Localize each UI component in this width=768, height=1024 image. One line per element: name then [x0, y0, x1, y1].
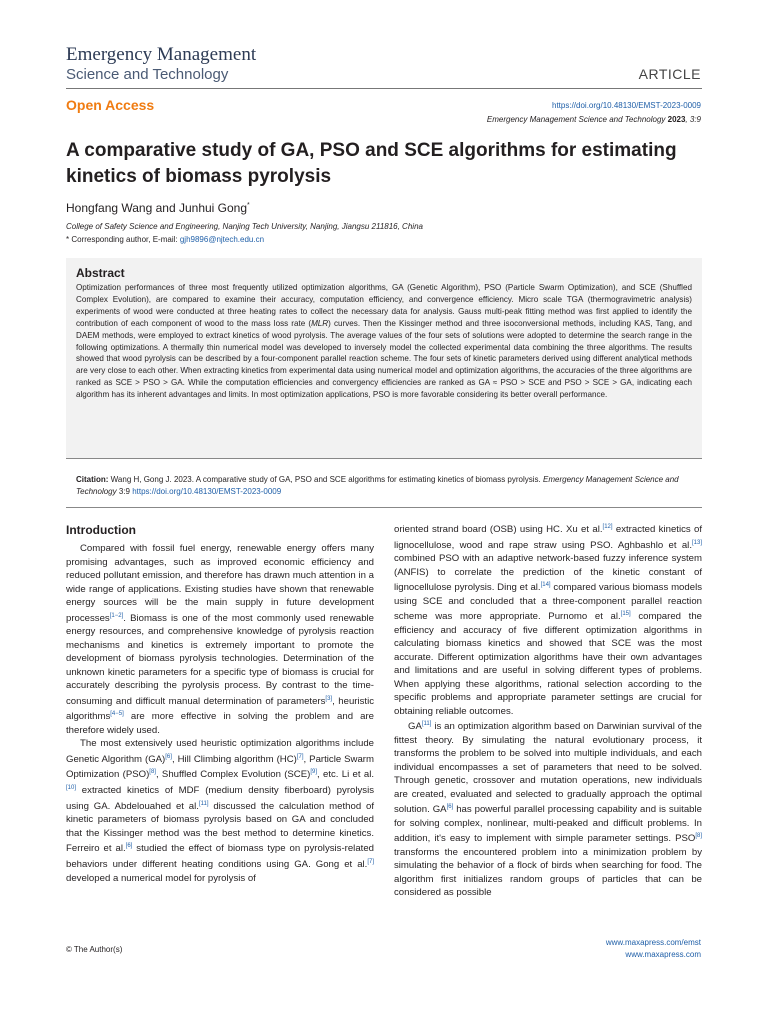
ref-link[interactable]: [13] [691, 539, 702, 546]
body-column-left [66, 521, 374, 885]
footer-url-journal[interactable]: www.maxapress.com/emst [605, 938, 701, 947]
journal-masthead [66, 44, 256, 84]
journal-cite-name: Emergency Management Science and Technology [486, 115, 666, 124]
corresponding-email-link[interactable]: gjh9896@njtech.edu.cn [179, 235, 265, 244]
ref-link[interactable]: [6] [165, 753, 172, 760]
ref-link[interactable]: [7] [367, 858, 374, 865]
article-type-label: ARTICLE [638, 66, 701, 82]
author-list [66, 201, 250, 215]
ref-link[interactable]: [6] [446, 804, 454, 810]
citation-label: Citation: [76, 475, 109, 484]
ref-link[interactable]: [8] [149, 769, 156, 776]
ref-link[interactable]: [3] [325, 695, 333, 702]
citation-block: Citation: Wang H, Gong J. 2023. A comparative study of GA, PSO and SCE algorithms for estimating kinetics of biomass pyrolysis. Emergency Management Science and Technology 3:9 https://doi.org/10.48130/EMST-2023-0009 [76, 475, 679, 496]
journal-name: Emergency Management [66, 44, 257, 65]
intro-paragraph-2: The most extensively used heuristic optimization algorithms include Genetic Algorithm (GA)[6], Hill Climbing algorithm (HC)[7], Particle Swarm Optimization (PSO)[8], Shuffled Complex Evolution (SCE)[9], etc. Li et al.[10] extracted kinetics of MDF (medium density fiberboard) pyrolysis using GA. Abdelouahed et al.[11] discussed the calculation method of kinetic parameters of biomass pyrolysis based on GA and concluded that the Kissinger method was the best method to determine kinetics. Ferreiro et al.[6] studied the effect of biomass type on pyrolysis-related behaviors under different heating conditions using GA. Gong et al.[7] developed a numerical model for pyrolysis of [66, 738, 374, 884]
corresponding-author [66, 235, 264, 244]
intro-paragraph-3: oriented strand board (OSB) using HC. Xu et al.[12] extracted kinetics of lignocellulose, wood and rape straw using PSO. Aghbashlo et al.[13] combined PSO with an adaptive network-based fuzzy inference system (ANFIS) to correlate the prediction of the kinetic constant of lignocellulose pyrolysis. Ding et al.[14] compared various biomass models using SCE and concluded that a three-component parallel reaction scheme was more appropriate. Purnomo et al.[15] compared the efficiency and accuracy of five different optimization algorithms in calculating biomass kinetics and showed that SCE was the most accurate. Different optimization algorithms have their own advantages and limitations and are useful in solving different types of problems. When applying these algorithms, rational selection according to the specific problems and appropriate parameter settings are crucial for obtaining reliable outcomes. [394, 524, 703, 717]
corresponding-mark: * [247, 202, 250, 209]
abstract-box [66, 258, 702, 459]
paper-title: A comparative study of GA, PSO and SCE algorithms for estimating kinetics of biomass pyrolysis [66, 140, 677, 187]
citation-divider [66, 507, 702, 508]
header-divider [66, 88, 702, 89]
open-access-badge: Open Access [66, 97, 155, 113]
footer-url-publisher[interactable]: www.maxapress.com [625, 950, 701, 959]
doi-link[interactable]: https://doi.org/10.48130/EMST-2023-0009 [552, 101, 701, 110]
ref-link[interactable]: [6] [125, 843, 133, 850]
intro-paragraph-1: Compared with fossil fuel energy, renewable energy offers many promising advantages, such as improved economic efficiency and reduced pollutant emission, and therefore has drawn much attention in a wide range of applications. Existing studies have shown that renewable energy sources will be the main supply in future development processes[1−2]. Biomass is one of the most commonly used renewable energy resources, and comprehensive knowledge of pyrolysis reaction mechanisms and kinetics is extremely important to promote the development of biomass pyrolysis technologies. Determination of the unknown kinetic parameters for a specific type of biomass is crucial for accurately describing the pyrolysis process. By contrast to the time-consuming and difficult manual determination of parameters[3], heuristic algorithms[4−5] are more effective in solving the problem and are therefore widely used. [66, 543, 374, 736]
journal-cite-volume: , 3:9 [685, 115, 701, 124]
ref-link[interactable]: [4−5] [110, 711, 124, 718]
ref-link[interactable]: [9] [310, 769, 318, 776]
journal-citation-line [487, 115, 701, 124]
corresponding-label: * Corresponding author, E-mail: [66, 235, 180, 244]
citation-doi-link[interactable]: https://doi.org/10.48130/EMST-2023-0009 [132, 487, 282, 496]
ref-link[interactable]: [14] [540, 582, 551, 589]
ref-link[interactable]: [1−2] [109, 612, 124, 619]
intro-paragraph-4: GA[11] is an optimization algorithm based on Darwinian survival of the fittest theory. By simulating the natural evolutionary process, it transforms the problem to be solved into multiple individuals, and each individual encompasses a set of parameters that need to be solved. Through genetic, crossover and mutation operations, new individuals are created, evaluated and selected to gradually approach the optimal solution. GA[6] has powerful parallel processing capability and is suitable for solving complex, nonlinear, multi-peaked and difficult problems. In addition, it's easy to implement with simple parameter settings. PSO[8] transforms the encountered problem into a minimization problem by simulating the behavior of a flock of birds when searching for food. The algorithm first initializes random groups of particles that can be considered as possible [394, 721, 702, 899]
copyright-icon: © [66, 945, 72, 954]
copyright-notice: © The Author(s) [66, 945, 123, 954]
ref-link[interactable]: [10] [66, 785, 77, 792]
ref-link[interactable]: [15] [620, 611, 631, 618]
authors-text: Hongfang Wang and Junhui Gong [66, 201, 248, 215]
body-column-right [394, 521, 702, 900]
affiliation: College of Safety Science and Engineering, Nanjing Tech University, Nanjing, Jiangsu 211816, China [66, 222, 423, 231]
ref-link[interactable]: [12] [602, 524, 613, 530]
ref-link[interactable]: [11] [421, 721, 432, 728]
ref-link[interactable]: [8] [695, 833, 702, 840]
ref-link[interactable]: [11] [198, 800, 209, 807]
ref-link[interactable]: [7] [296, 753, 304, 760]
footer-links [606, 937, 701, 961]
journal-cite-year: 2023 [667, 115, 686, 124]
journal-subtitle: Science and Technology [66, 66, 229, 83]
abstract-heading: Abstract [76, 266, 125, 280]
abstract-text: Optimization performances of three most frequently utilized optimization algorithms, GA (Genetic Algorithm), PSO (Particle Swarm Optimization), and SCE (Shuffled Complex Evolution), are compared to examine their accuracy, computation efficiency, and convergence efficiency. Micro scale TGA (thermogravimetric analysis) experiments of wood were conducted at three heating rates to collect the necessary data for analysis. Gauss multi-peak fitting method was first applied to identify the contribution of each component of wood to the mass loss rate (MLR) curves. Then the Kissinger method and three isoconversional methods, including KAS, Tang, and DAEM methods, were employed to extract kinetics of wood pyrolysis. The average values of the four sets of solutions were adopted to determine the search range in the following optimizations. A thermally thin numerical model was developed to inversely model the collected experimental data combining the three algorithms. The results showed that wood pyrolysis can be described by a four-component parallel reaction scheme. The four sets of kinetic parameters derived using different analytical methods are very close to each other. When extracting kinetics from experimental data using numerical model and optimization algorithms, the accuracies of the three algorithms are ranked as SCE > PSO > GA. While the computation efficiencies and convergency efficiencies are ranked as GA ≈ PSO > SCE and PSO > SCE > GA, indicating each algorithm has its inherent advantages and limits. In most optimization applications, PSO is more favorable considering its better overall performance. [76, 283, 692, 400]
introduction-heading: Introduction [66, 523, 136, 537]
